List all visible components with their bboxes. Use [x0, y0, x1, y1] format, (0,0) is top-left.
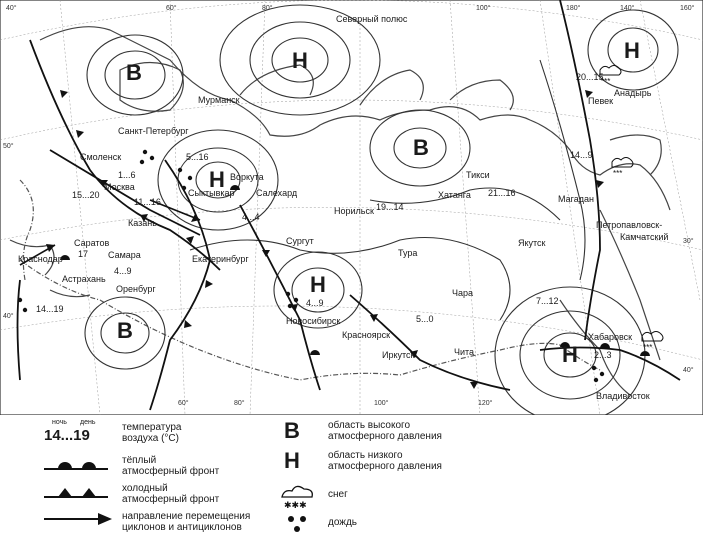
- city-label: Хабаровск: [588, 332, 633, 342]
- city-label: Тикси: [466, 170, 490, 180]
- legend-temp-example: 14...19: [44, 427, 90, 444]
- city-label: Воркута: [230, 172, 264, 182]
- temperature-label: 21...16: [488, 188, 516, 198]
- high-pressure-label: В: [126, 60, 142, 85]
- city-label: Самара: [108, 250, 141, 260]
- degree-label: 100°: [374, 400, 389, 407]
- legend-warm-front-label-1: тёплый: [122, 455, 157, 466]
- legend-movement-label-2: циклонов и антициклонов: [122, 522, 242, 533]
- city-label: Северный полюс: [336, 14, 408, 24]
- degree-label: 180°: [566, 5, 581, 12]
- movement-arrow-icon: [44, 511, 112, 527]
- city-label: Салехард: [256, 188, 298, 198]
- city-label: Краснодар: [18, 254, 63, 264]
- degree-label: 160°: [680, 5, 695, 12]
- city-label: Камчатский: [620, 232, 669, 242]
- city-label: Казань: [128, 218, 157, 228]
- degree-label: 40°: [3, 313, 14, 320]
- legend-low-label-2: атмосферного давления: [328, 461, 442, 472]
- legend-night-label: ночь: [52, 419, 67, 426]
- city-label: Москва: [104, 182, 135, 192]
- degree-label: 80°: [262, 5, 273, 12]
- temperature-label: 15...20: [72, 190, 100, 200]
- temperature-label: 4...9: [306, 298, 324, 308]
- low-pressure-label: Н: [292, 48, 308, 73]
- legend-low-letter: Н: [284, 448, 300, 473]
- city-label: Екатеринбург: [192, 254, 249, 264]
- temperature-label: 20...15: [576, 72, 604, 82]
- city-label: Анадырь: [614, 88, 652, 98]
- city-label: Якутск: [518, 238, 546, 248]
- degree-label: 30°: [683, 238, 694, 245]
- warm-front-icon: [44, 457, 108, 471]
- temperature-label: 1...6: [118, 170, 136, 180]
- city-label: Иркутск: [382, 350, 415, 360]
- legend-high-letter: В: [284, 418, 300, 443]
- city-label: Сыктывкар: [188, 188, 235, 198]
- degree-label: 60°: [178, 400, 189, 407]
- legend-day-label: день: [80, 419, 96, 426]
- city-label: Чита: [454, 347, 475, 357]
- degree-label: 140°: [620, 5, 635, 12]
- legend-low-label-1: область низкого: [328, 450, 403, 461]
- legend-high-label-1: область высокого: [328, 420, 411, 431]
- degree-label: 50°: [3, 143, 14, 150]
- degree-label: 120°: [478, 400, 493, 407]
- degree-label: 100°: [476, 5, 491, 12]
- legend-warm-front-label-2: атмосферный фронт: [122, 466, 220, 477]
- cold-front-icon: [44, 485, 108, 499]
- legend-temp-label-1: температура: [122, 422, 182, 433]
- temperature-label: 19...14: [376, 202, 404, 212]
- snow-icon: [278, 483, 318, 509]
- temperature-label: 2...3: [594, 350, 612, 360]
- svg-text:***: ***: [613, 169, 623, 178]
- temperature-label: 7...12: [536, 296, 559, 306]
- temperature-label: 11...16: [134, 197, 161, 207]
- degree-label: 80°: [234, 400, 245, 407]
- legend-cold-front-label-1: холодный: [122, 483, 168, 494]
- temperature-label: 14...9: [570, 150, 593, 160]
- city-label: Смоленск: [80, 152, 122, 162]
- city-label: Мурманск: [198, 95, 240, 105]
- temperature-label: 5...0: [416, 314, 434, 324]
- city-label: Чара: [452, 288, 474, 298]
- city-label: Саратов: [74, 238, 110, 248]
- city-label: Астрахань: [62, 274, 106, 284]
- city-label: Санкт-Петербург: [118, 126, 189, 136]
- city-label: Хатанга: [438, 190, 471, 200]
- city-label: Тура: [398, 248, 418, 258]
- low-pressure-label: Н: [209, 167, 225, 192]
- temperature-label: 14...19: [36, 304, 64, 314]
- svg-text:***: ***: [601, 77, 611, 86]
- temperature-label: 17: [78, 249, 89, 259]
- city-label: Сургут: [286, 236, 314, 246]
- temperature-label: 5...16: [186, 152, 209, 162]
- svg-text:***: ***: [643, 343, 653, 352]
- low-pressure-label: Н: [310, 272, 326, 297]
- city-label: Новосибирск: [286, 316, 341, 326]
- city-label: Владивосток: [596, 391, 650, 401]
- city-label: Петропавловск-: [596, 220, 663, 230]
- temperature-label: 4...9: [114, 266, 132, 276]
- legend-rain-label: дождь: [328, 517, 358, 528]
- temperature-label: 4...4: [242, 212, 260, 222]
- legend-temp-label-2: воздуха (°C): [122, 433, 179, 444]
- city-label: Магадан: [558, 194, 594, 204]
- legend-movement-label-1: направление перемещения: [122, 511, 251, 522]
- low-pressure-label: Н: [624, 38, 640, 63]
- degree-label: 40°: [6, 5, 17, 12]
- legend-high-label-2: атмосферного давления: [328, 431, 442, 442]
- city-label: Норильск: [334, 206, 374, 216]
- map-legend: [0, 415, 703, 540]
- high-pressure-label: В: [413, 135, 429, 160]
- city-label: Красноярск: [342, 330, 391, 340]
- city-label: Оренбург: [116, 284, 156, 294]
- city-label: Певек: [588, 96, 614, 106]
- degree-label: 60°: [166, 5, 177, 12]
- degree-label: 40°: [683, 367, 694, 374]
- svg-text:✱✱✱: ✱✱✱: [284, 501, 307, 509]
- legend-snow-label: снег: [328, 489, 348, 500]
- rain-icon: [286, 513, 310, 535]
- high-pressure-label: В: [117, 318, 133, 343]
- low-pressure-label: Н: [562, 342, 578, 367]
- legend-cold-front-label-2: атмосферный фронт: [122, 494, 220, 505]
